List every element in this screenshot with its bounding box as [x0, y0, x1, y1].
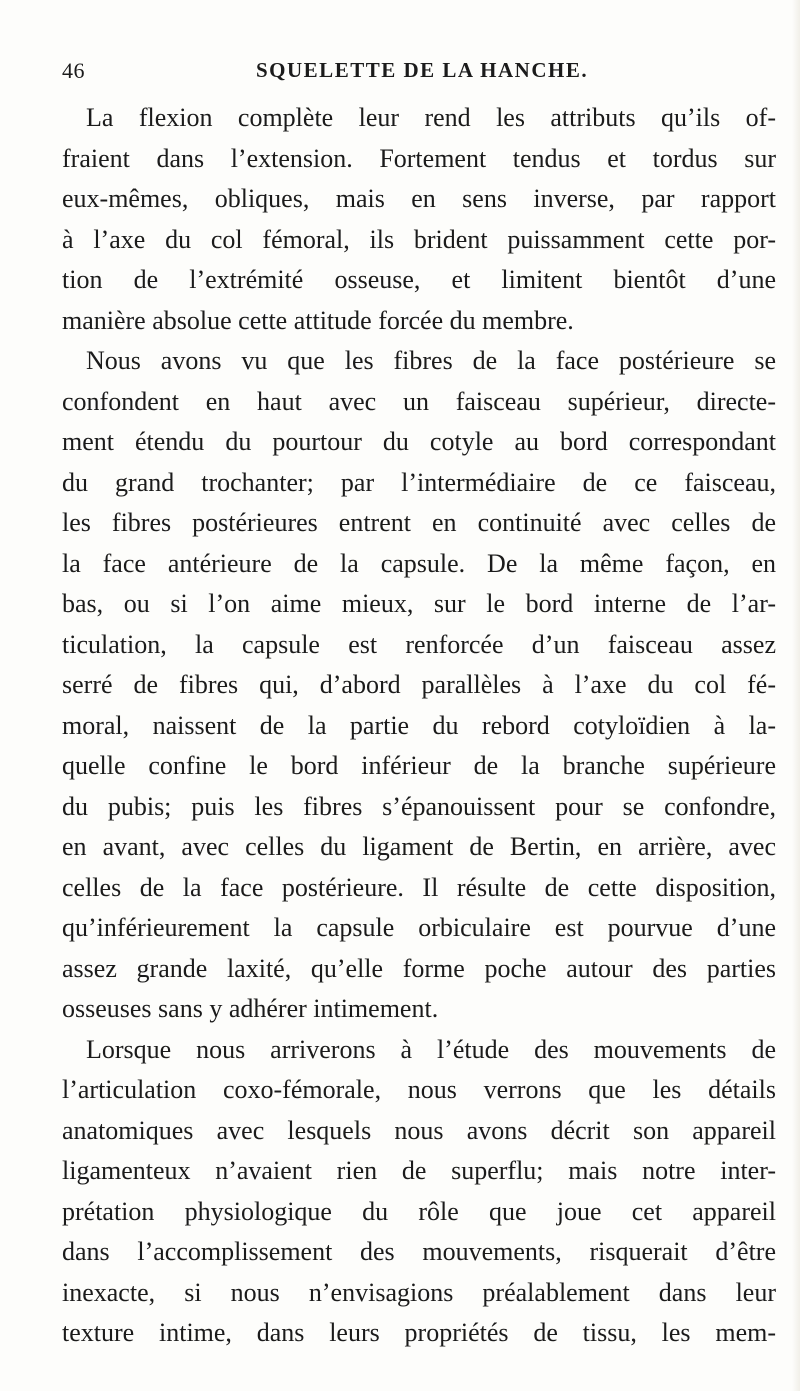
body-text [62, 98, 776, 1354]
text-line: La flexion complète leur rend les attributs qu’ils of- [86, 103, 776, 132]
text-line: les fibres postérieures entrent en continuité avec celles de [62, 508, 776, 537]
text-line: bas, ou si l’on aime mieux, sur le bord interne de l’ar- [62, 589, 776, 618]
text-line: inexacte, si nous n’envisagions préalablement dans leur [62, 1277, 776, 1307]
text-line: qu’inférieurement la capsule orbiculaire est pourvue d’une [62, 913, 776, 942]
text-line: à l’axe du col fémoral, ils brident puissamment cette por- [62, 224, 776, 254]
text-line: serré de fibres qui, d’abord parallèles à l’axe du col fé- [62, 670, 776, 699]
running-title: SQUELETTE DE LA HANCHE. [256, 58, 589, 82]
text-line: la face antérieure de la capsule. De la même façon, en [62, 548, 776, 578]
text-line: moral, naissent de la partie du rebord cotyloïdien à la- [62, 710, 776, 740]
text-line: confondent en haut avec un faisceau supérieur, directe- [62, 386, 776, 416]
text-line: prétation physiologique du rôle que joue cet appareil [62, 1196, 776, 1226]
text-line: anatomiques avec lesquels nous avons décrit son appareil [62, 1115, 776, 1145]
text-line: celles de la face postérieure. Il résulte de cette disposition, [62, 872, 776, 902]
text-line: ticulation, la capsule est renforcée d’un faisceau assez [62, 629, 776, 659]
text-line: texture intime, dans leurs propriétés de tissu, les mem- [62, 1318, 776, 1347]
text-line: fraient dans l’extension. Fortement tendus et tordus sur [62, 143, 776, 173]
page-edge [792, 0, 800, 1391]
running-head [62, 58, 762, 88]
text-line: l’articulation coxo-fémorale, nous verrons que les détails [62, 1075, 776, 1104]
text-line: osseuses sans y adhérer intimement. [62, 994, 439, 1023]
text-line: dans l’accomplissement des mouvements, risquerait d’être [62, 1237, 776, 1266]
text-line: quelle confine le bord inférieur de la branche supérieure [62, 751, 776, 780]
text-line: ligamenteux n’avaient rien de superflu; mais notre inter- [62, 1156, 776, 1185]
text-line: tion de l’extrémité osseuse, et limitent bientôt d’une [62, 265, 776, 294]
page-number: 46 [62, 58, 85, 83]
text-line: du pubis; puis les fibres s’épanouissent pour se confondre, [62, 791, 776, 821]
text-line: eux-mêmes, obliques, mais en sens inverse, par rapport [62, 184, 776, 213]
text-line: ment étendu du pourtour du cotyle au bord correspondant [62, 427, 776, 456]
text-line: Lorsque nous arriverons à l’étude des mouvements de [86, 1034, 776, 1064]
text-line: Nous avons vu que les fibres de la face postérieure se [86, 346, 776, 375]
text-line: en avant, avec celles du ligament de Bertin, en arrière, avec [62, 832, 776, 861]
text-line: du grand trochanter; par l’intermédiaire de ce faisceau, [62, 467, 776, 497]
text-line: assez grande laxité, qu’elle forme poche autour des parties [62, 953, 776, 983]
text-line: manière absolue cette attitude forcée du membre. [62, 305, 574, 335]
